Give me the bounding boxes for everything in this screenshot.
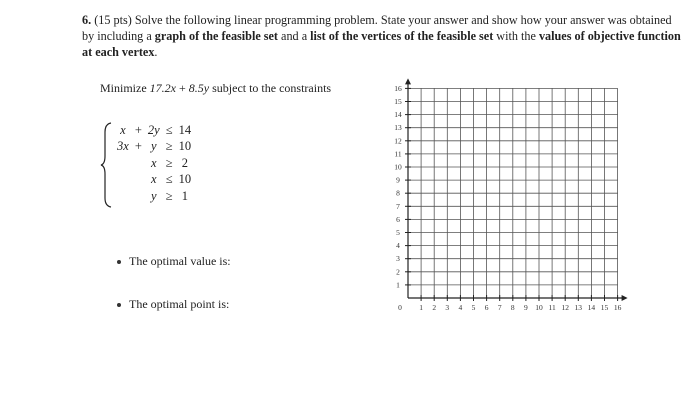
problem-intro: Solve the following linear programming problem. State your answer and show how your answer was obtained by including a xyxy=(82,13,672,43)
constraint-row xyxy=(114,172,194,189)
bullet-icon xyxy=(117,260,121,264)
objective-prefix: Minimize xyxy=(100,81,147,95)
constraint-term-b: y xyxy=(151,188,157,203)
problem-mid: and a xyxy=(281,29,308,43)
x-tick-label: 1 xyxy=(419,303,423,312)
objective-term-y: 8.5y xyxy=(188,81,210,95)
constraint-term-a xyxy=(114,188,132,205)
constraint-term-b: 2y xyxy=(147,122,160,137)
bullet-icon xyxy=(117,303,121,307)
y-axis-arrow-icon xyxy=(405,78,411,84)
y-tick-label: 8 xyxy=(396,188,400,198)
objective-plus: + xyxy=(179,81,186,95)
optimal-value-label: The optimal value is: xyxy=(129,254,231,268)
y-tick-label: 14 xyxy=(394,110,402,120)
constraint-rhs: 14 xyxy=(178,122,192,137)
y-tick-label: 9 xyxy=(396,175,400,185)
x-tick-label: 10 xyxy=(535,303,543,312)
y-tick-label: 10 xyxy=(394,162,402,172)
x-tick-label: 5 xyxy=(471,303,476,312)
y-tick-label: 5 xyxy=(396,228,400,237)
constraint-rhs: 10 xyxy=(178,139,192,154)
constraint-term-a xyxy=(114,172,132,189)
constraint-relation: ≤ xyxy=(165,122,173,137)
y-tick-label: 3 xyxy=(396,254,400,264)
y-tick-label: 12 xyxy=(394,136,402,146)
constraint-system xyxy=(100,122,250,208)
constraint-relation: ≥ xyxy=(165,155,173,170)
x-tick-label: 2 xyxy=(432,303,437,312)
x-tick-label: 3 xyxy=(445,303,450,312)
constraint-table xyxy=(114,122,194,205)
constraint-op xyxy=(132,172,145,189)
constraint-row xyxy=(114,155,194,172)
constraint-term-a: x xyxy=(120,122,126,137)
constraint-rhs: 1 xyxy=(181,188,188,203)
constraint-rhs: 10 xyxy=(178,172,192,187)
constraint-term-b: x xyxy=(151,155,157,170)
problem-bold-values: values of objective function at each vertex xyxy=(82,29,681,59)
y-tick-label: 2 xyxy=(396,267,400,277)
constraint-term-a: 3x xyxy=(117,139,129,154)
optimal-value-line xyxy=(117,254,231,269)
y-tick-label: 7 xyxy=(396,201,400,211)
y-tick-label: 16 xyxy=(394,83,402,93)
x-tick-label: 7 xyxy=(497,303,502,312)
x-tick-label: 16 xyxy=(613,303,622,312)
constraint-op: + xyxy=(134,139,142,154)
constraint-row xyxy=(114,122,194,139)
y-tick-label: 6 xyxy=(396,214,400,224)
constraint-op xyxy=(132,155,145,172)
problem-number: 6. xyxy=(82,13,92,27)
y-tick-label: 1 xyxy=(396,280,400,290)
constraint-op xyxy=(132,188,145,205)
x-tick-label: 4 xyxy=(458,303,463,312)
problem-mid2: with the xyxy=(496,29,536,43)
constraint-term-b: y xyxy=(151,139,157,154)
constraint-op: + xyxy=(134,122,142,137)
problem-bold-graph: graph of the feasible set xyxy=(154,29,278,43)
graph-grid xyxy=(366,70,638,320)
constraint-relation: ≥ xyxy=(165,188,173,203)
constraint-row xyxy=(114,188,194,205)
objective-suffix: subject to the constraints xyxy=(212,81,332,95)
y-tick-label: 15 xyxy=(394,97,402,106)
x-tick-label: 9 xyxy=(524,303,528,312)
x-tick-label: 6 xyxy=(484,303,489,312)
x-tick-label: 0 xyxy=(398,303,402,312)
x-axis-arrow-icon xyxy=(622,295,628,301)
constraint-row xyxy=(114,139,194,156)
x-tick-label: 8 xyxy=(510,303,515,312)
x-tick-label: 14 xyxy=(587,303,596,312)
constraint-relation: ≤ xyxy=(165,172,173,187)
x-tick-label: 11 xyxy=(548,303,556,312)
constraint-term-a xyxy=(114,155,132,172)
y-tick-label: 4 xyxy=(396,241,400,251)
objective-statement xyxy=(100,81,350,96)
problem-points: (15 pts) xyxy=(94,13,132,27)
left-brace-icon xyxy=(100,122,114,208)
y-tick-label: 11 xyxy=(394,149,402,159)
x-tick-label: 12 xyxy=(561,303,569,312)
x-tick-label: 15 xyxy=(600,303,609,312)
x-tick-label: 13 xyxy=(574,303,583,312)
constraint-relation: ≥ xyxy=(165,139,173,154)
problem-end: . xyxy=(154,45,158,59)
problem-statement xyxy=(82,12,682,60)
optimal-point-label: The optimal point is: xyxy=(129,297,230,311)
objective-term-x: 17.2x xyxy=(149,81,176,95)
constraint-rhs: 2 xyxy=(181,155,188,170)
problem-bold-vertices: list of the vertices of the feasible set xyxy=(310,29,494,43)
optimal-point-line xyxy=(117,297,229,312)
y-tick-label: 13 xyxy=(394,123,402,133)
constraint-term-b: x xyxy=(151,172,157,187)
